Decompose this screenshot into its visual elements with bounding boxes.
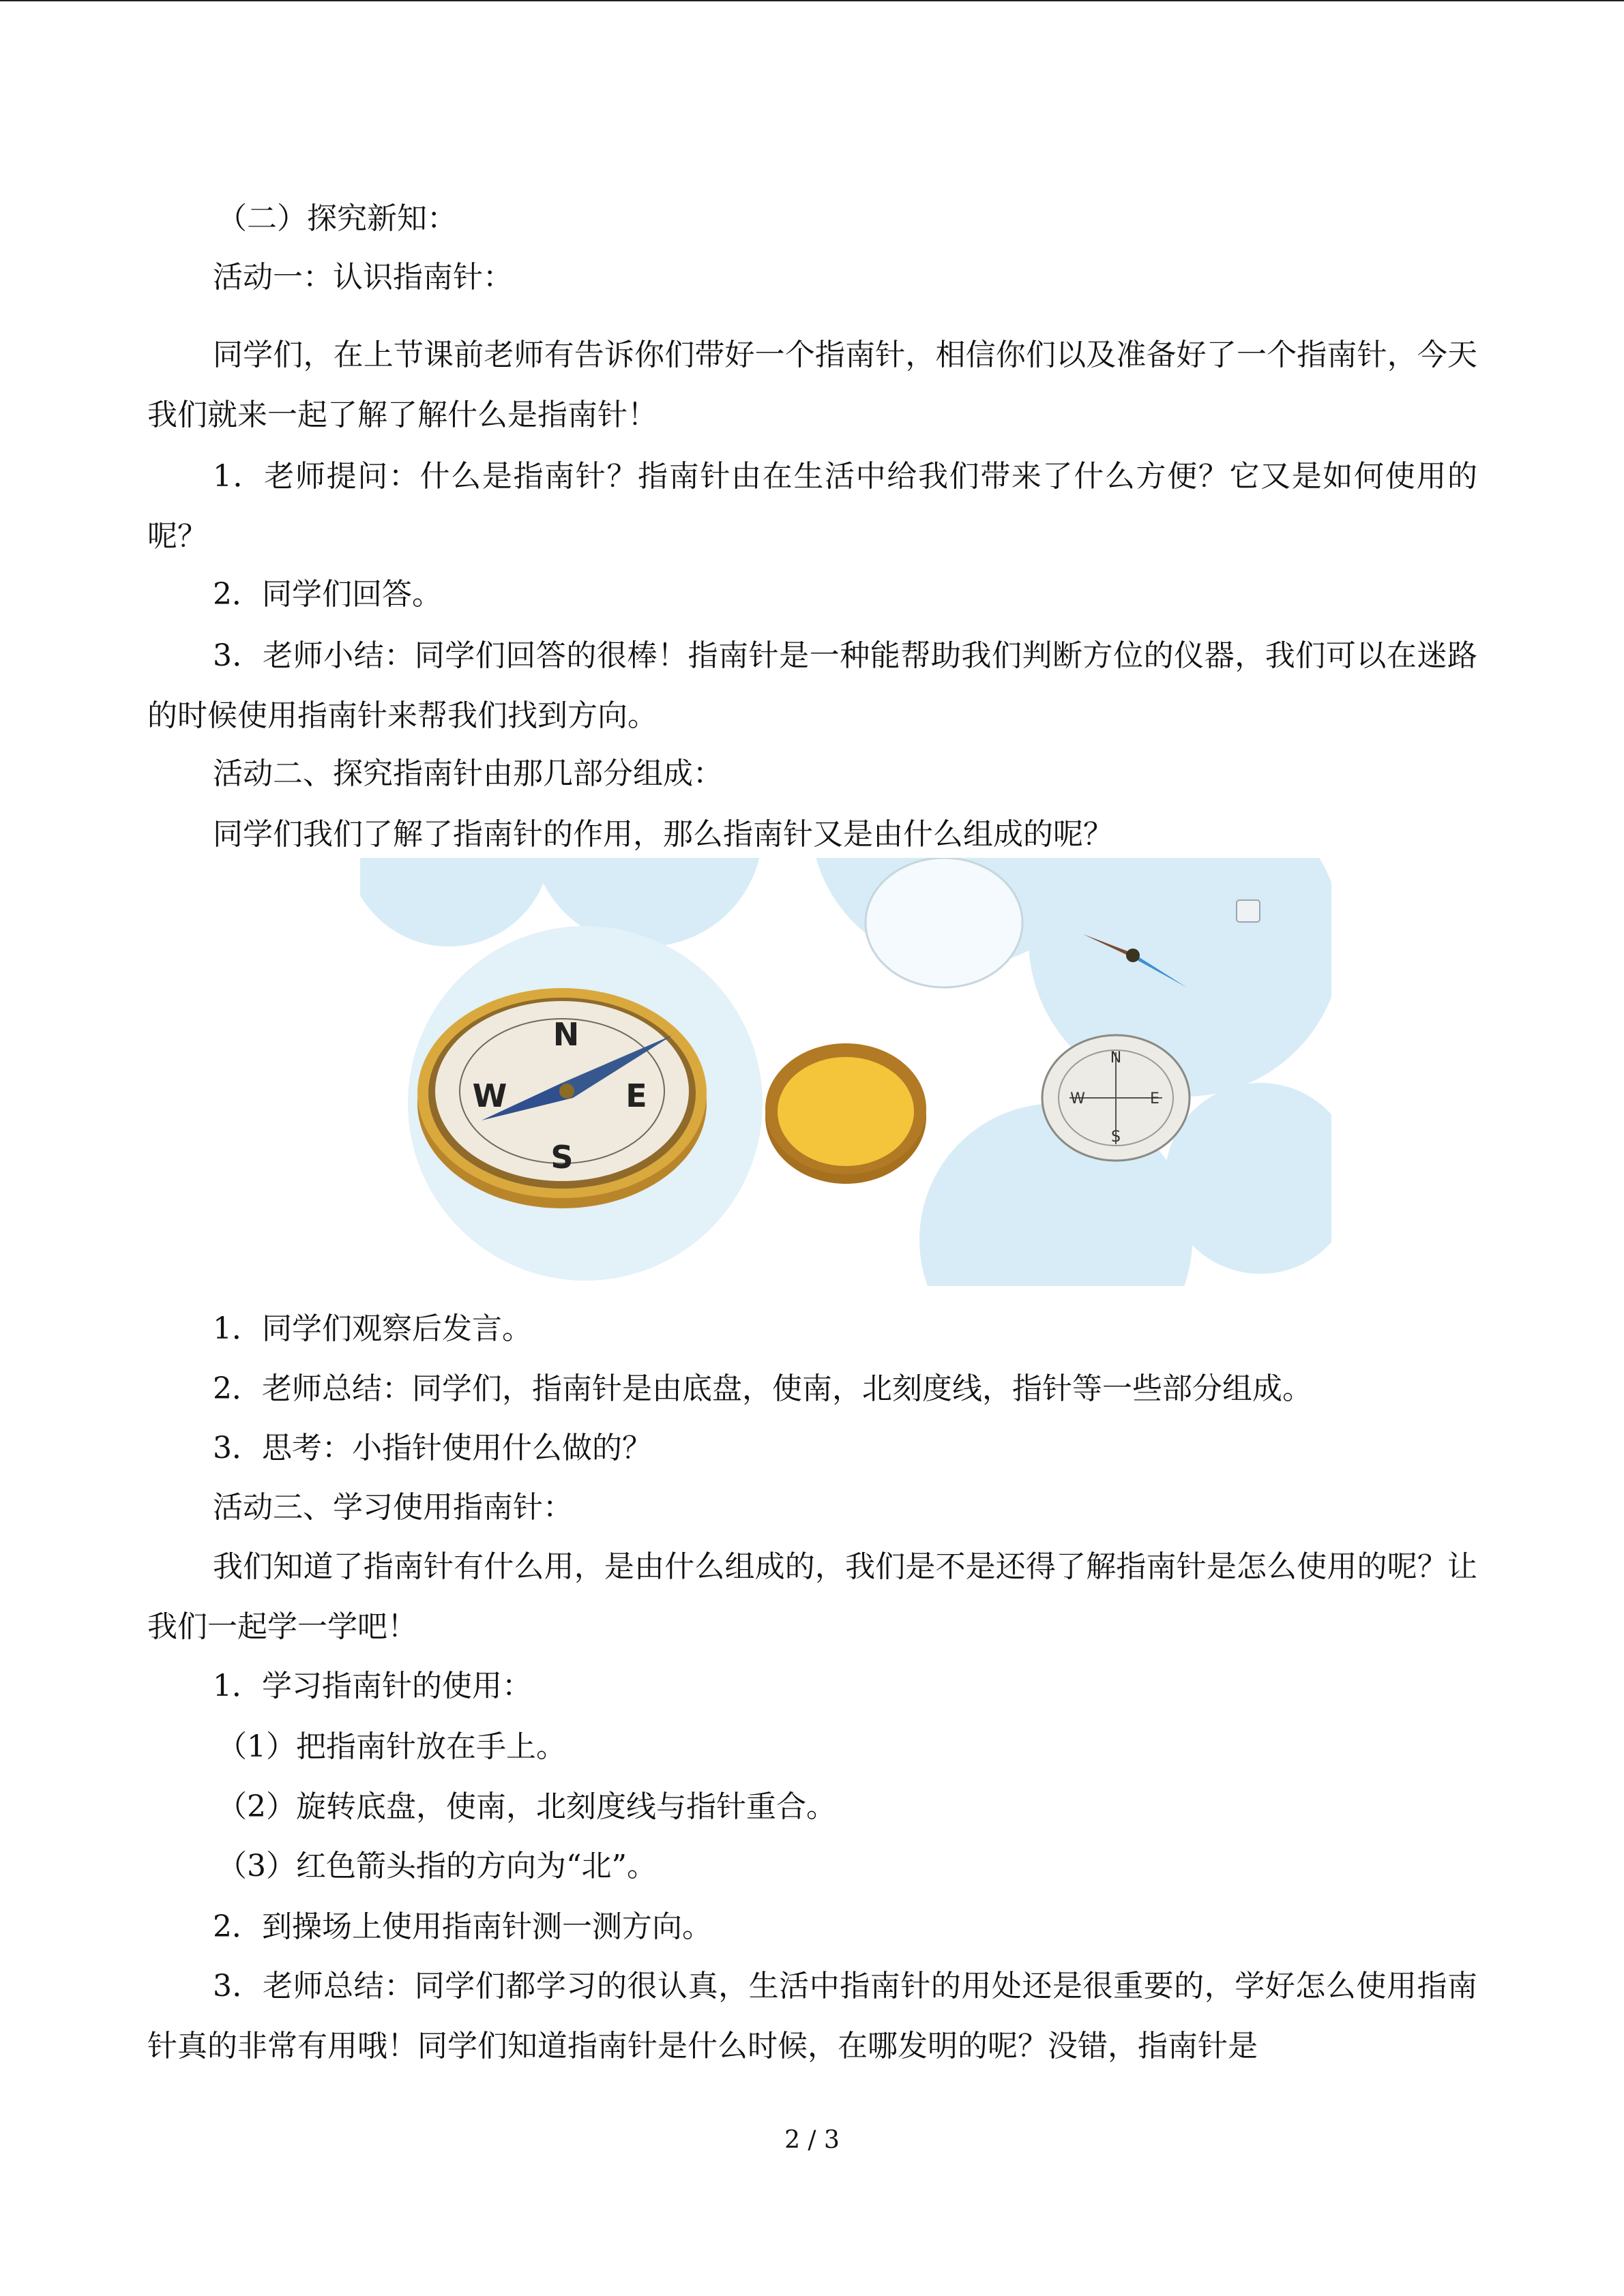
section-heading: （二）探究新知： [217, 201, 457, 236]
step-two: （2）旋转底盘，使南，北刻度线与指针重合。 [217, 1789, 836, 1824]
pivot-piece [1237, 900, 1260, 922]
paragraph-composition-question: 同学们我们了解了指南针的作用，那么指南针又是由什么组成的呢？ [213, 817, 1113, 852]
compass-letter-s: S [550, 1139, 574, 1176]
paragraph-think: 3．思考：小指针使用什么做的？ [213, 1431, 652, 1465]
main-compass [417, 988, 707, 1208]
paragraph-usage-intro: 我们知道了指南针有什么用，是由什么组成的，我们是不是还得了解指南针是怎么使用的呢？让我们一起学一学吧！ [147, 1549, 1477, 1644]
paragraph-students-answer: 2．同学们回答。 [213, 577, 442, 612]
dial-letter-n: N [1110, 1049, 1122, 1067]
activity-three-heading: 活动三、学习使用指南针： [213, 1490, 573, 1525]
top-border [0, 0, 1624, 1]
paragraph-teacher-summary: 3．老师小结：同学们回答的很棒！指南针是一种能帮助我们判断方位的仪器，我们可以在迷路的时候使用指南针来帮我们找到方向。 [147, 638, 1477, 733]
step-one: （1）把指南针放在手上。 [217, 1729, 566, 1764]
paragraph-learn-usage: 1．学习指南针的使用： [213, 1669, 532, 1703]
paragraph-observe: 1．同学们观察后发言。 [213, 1311, 532, 1346]
compass-dial-card [1042, 1035, 1190, 1161]
dial-letter-e: E [1150, 1090, 1160, 1107]
paragraph-final-summary: 3．老师总结：同学们都学习的很认真，生活中指南针的用处还是很重要的，学好怎么使用指南针真的非常有用哦！同学们知道指南针是什么时候，在哪发明的呢？没错，指南针是 [147, 1969, 1477, 2063]
activity-one-heading: 活动一：认识指南针： [213, 260, 513, 295]
paragraph-parts-summary: 2．老师总结：同学们，指南针是由底盘，使南，北刻度线，指针等一些部分组成。 [213, 1371, 1312, 1406]
compass-letter-w: W [472, 1077, 507, 1114]
dial-letter-s: S [1111, 1129, 1121, 1146]
compass-lid [765, 1043, 926, 1184]
glass-cover [866, 858, 1022, 987]
compass-letter-e: E [625, 1077, 647, 1114]
page-number: 2 / 3 [784, 2126, 840, 2154]
compass-letter-n: N [552, 1016, 580, 1053]
compass-parts-figure [360, 858, 1331, 1286]
step-three: （3）红色箭头指的方向为“北”。 [217, 1849, 657, 1883]
dial-letter-w: W [1070, 1090, 1085, 1107]
activity-two-heading: 活动二、探究指南针由那几部分组成： [213, 756, 723, 791]
paragraph-playground: 2．到操场上使用指南针测一测方向。 [213, 1909, 712, 1944]
paragraph-teacher-question: 1．老师提问：什么是指南针？指南针由在生活中给我们带来了什么方便？它又是如何使用的呢？ [147, 459, 1477, 554]
paragraph-intro: 同学们，在上节课前老师有告诉你们带好一个指南针，相信你们以及准备好了一个指南针，今天我们就来一起了解了解什么是指南针！ [147, 338, 1477, 432]
